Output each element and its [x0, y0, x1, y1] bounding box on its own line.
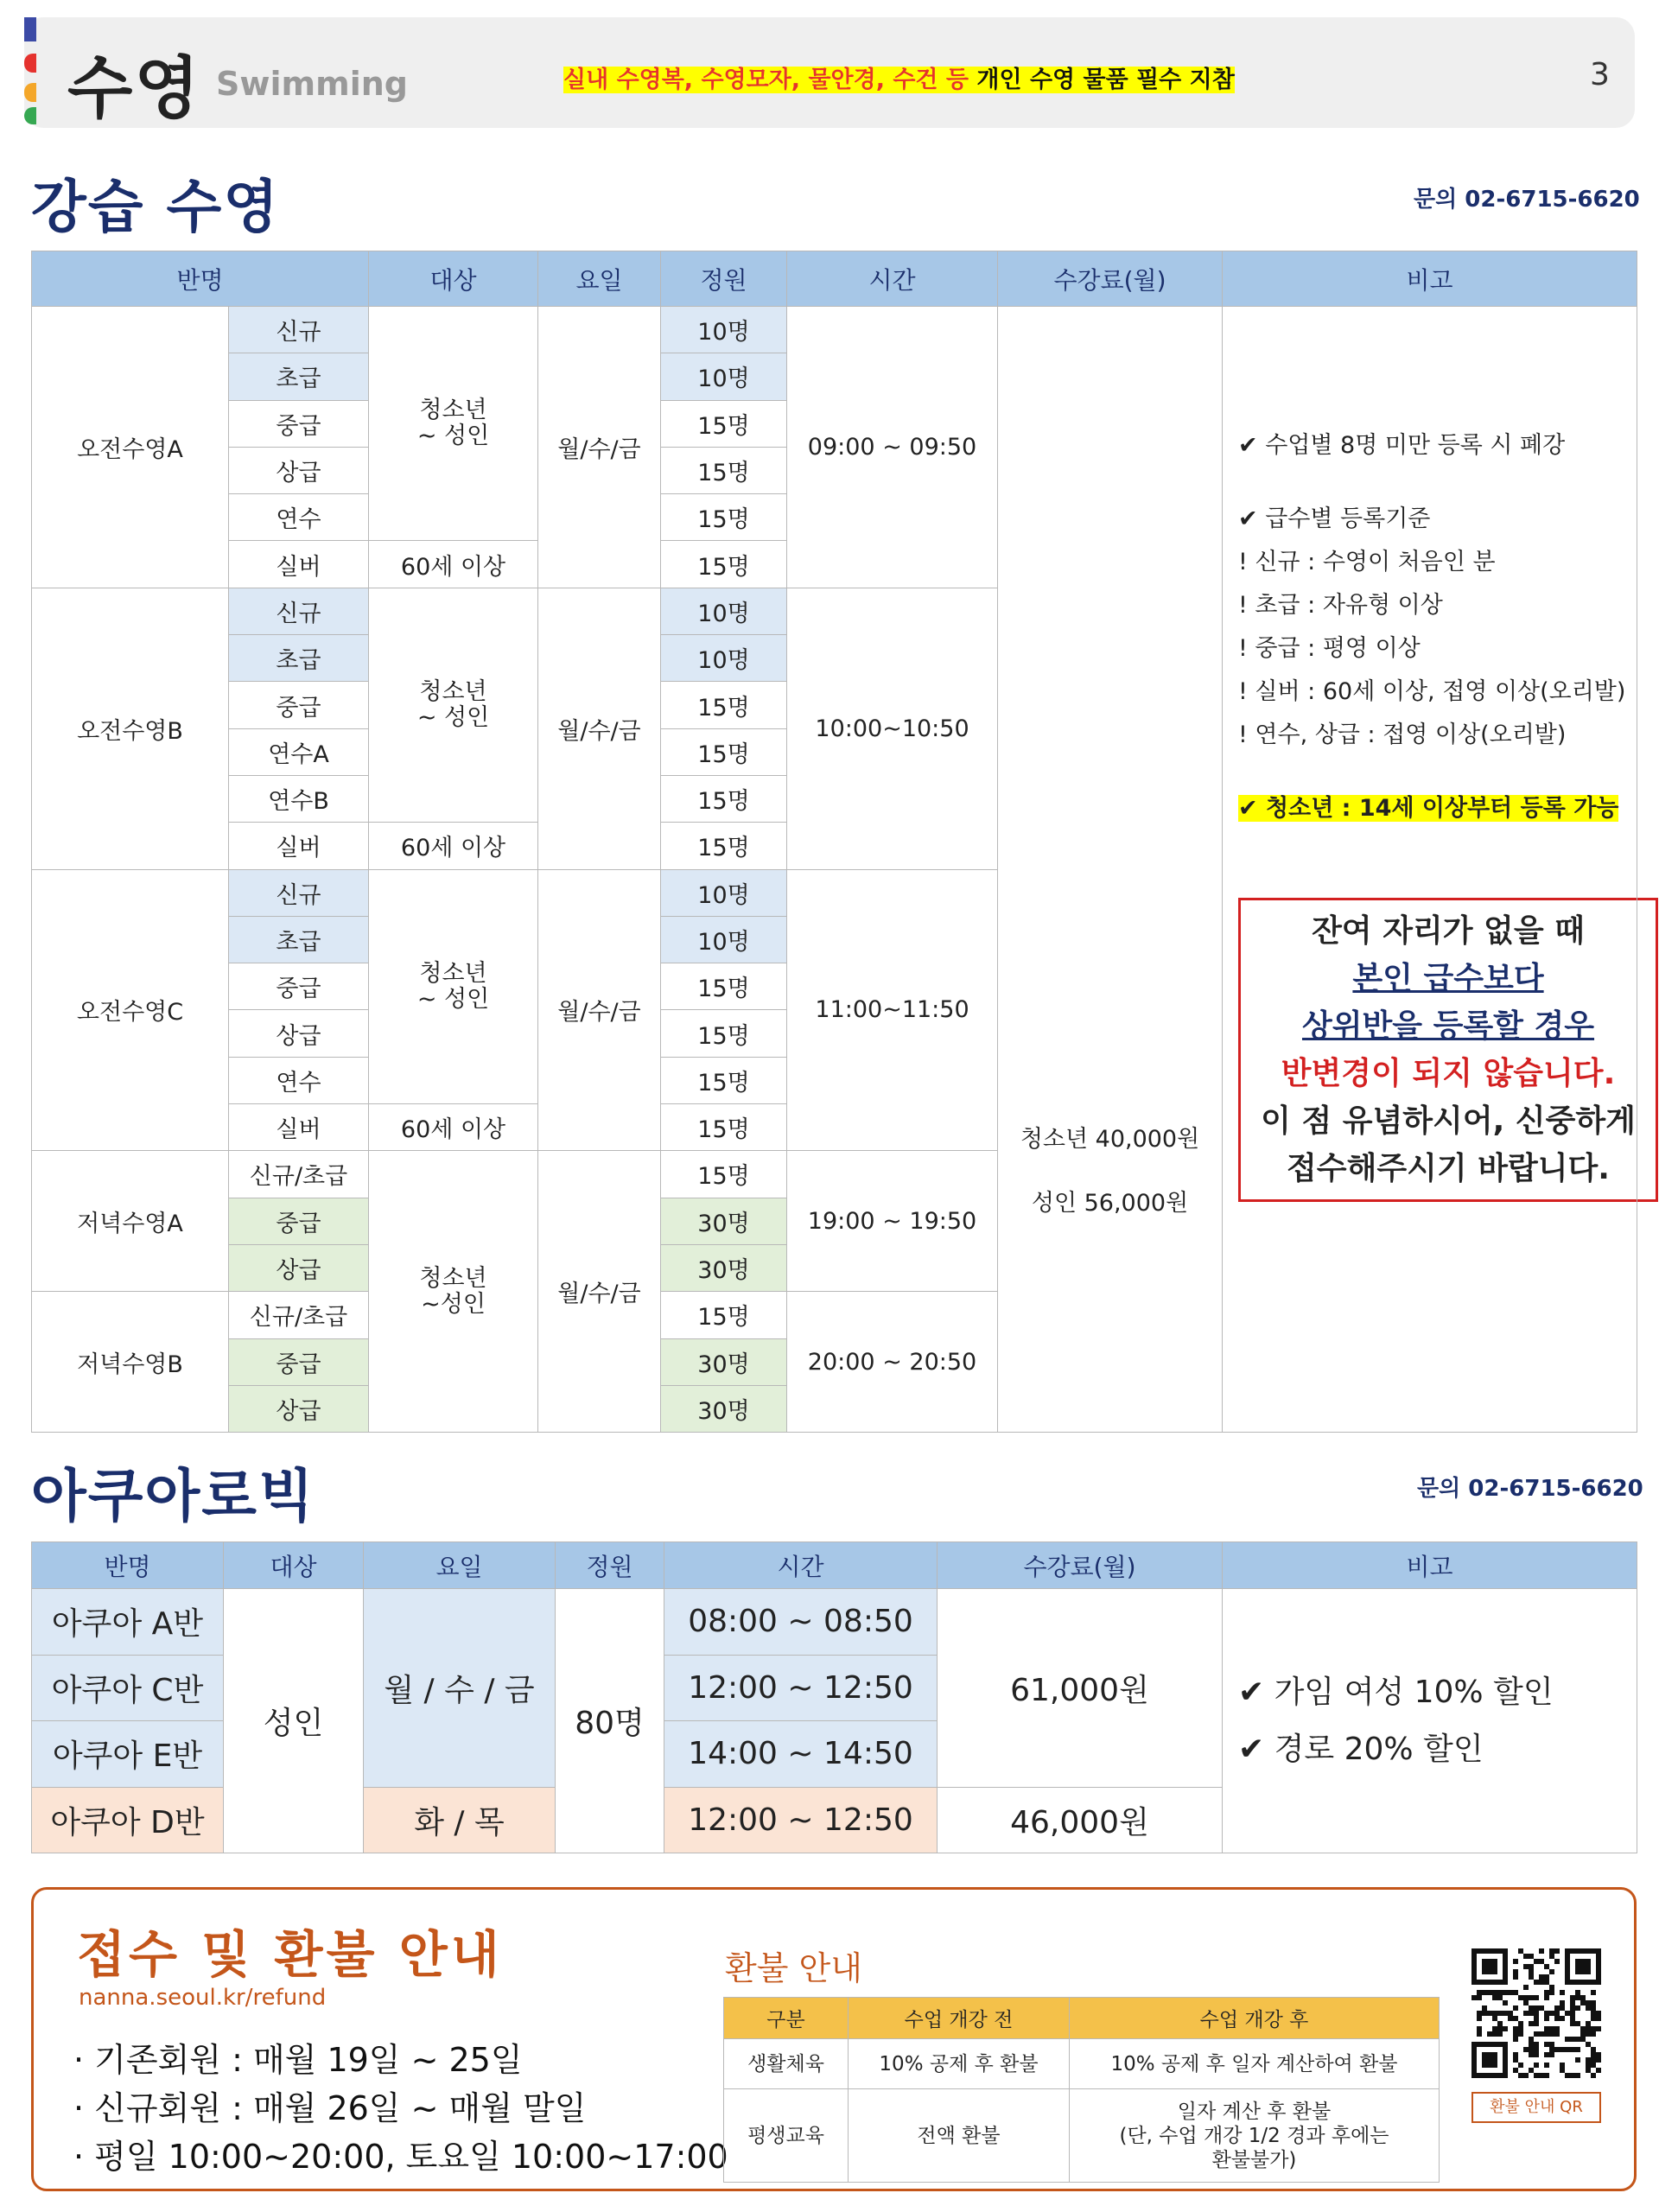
time-cell: 10:00~10:50 — [787, 588, 998, 869]
registration-line-existing: · 기존회원 : 매월 19일 ~ 25일 — [73, 2041, 523, 2079]
col-header: 구분 — [724, 1998, 849, 2039]
level-cell: 초급 — [229, 635, 369, 682]
col-header: 비고 — [1223, 251, 1637, 307]
col-header: 대상 — [224, 1542, 364, 1589]
table-row — [32, 307, 1637, 353]
col-header: 수업 개강 전 — [849, 1998, 1070, 2039]
page-title: 수영 — [67, 50, 201, 128]
brand-stripe-orange — [24, 83, 36, 102]
note-line: ! 신규 : 수영이 처음인 분 — [1238, 549, 1496, 576]
level-cell: 초급 — [229, 916, 369, 963]
days-cell: 월/수/금 — [538, 307, 661, 588]
col-header: 반명 — [32, 251, 369, 307]
refund-url[interactable]: nanna.seoul.kr/refund — [79, 1985, 327, 2011]
class-name: 오전수영C — [32, 869, 229, 1151]
days-cell: 월/수/금 — [538, 1151, 661, 1433]
refund-after: 일자 계산 후 환불 (단, 수업 개강 1/2 경과 후에는 환불불가) — [1070, 2089, 1440, 2183]
target-cell: 청소년 ~ 성인 — [369, 588, 538, 822]
capacity-cell: 15명 — [661, 1292, 787, 1338]
level-cell: 실버 — [229, 1104, 369, 1151]
lesson-table — [31, 251, 1637, 1433]
capacity-cell: 15명 — [661, 963, 787, 1010]
refund-type: 평생교육 — [724, 2089, 849, 2183]
level-cell: 연수A — [229, 728, 369, 775]
note-line: ✔ 급수별 등록기준 — [1238, 505, 1431, 533]
target-cell: 성인 — [224, 1589, 364, 1853]
level-cell: 신규 — [229, 869, 369, 916]
time-cell: 12:00 ~ 12:50 — [664, 1787, 938, 1853]
brand-stripe-blue — [24, 17, 36, 41]
capacity-cell: 30명 — [661, 1338, 787, 1385]
days-cell: 월/수/금 — [538, 869, 661, 1151]
capacity-cell: 80명 — [556, 1589, 664, 1853]
class-name: 아쿠아 E반 — [32, 1721, 224, 1788]
warning-line: 본인 급수보다 — [1352, 961, 1544, 997]
refund-type: 생활체육 — [724, 2039, 849, 2089]
refund-before: 10% 공제 후 환불 — [849, 2039, 1070, 2089]
col-header: 수강료(월) — [998, 251, 1223, 307]
capacity-cell: 30명 — [661, 1385, 787, 1432]
capacity-cell: 10명 — [661, 588, 787, 634]
warning-box — [1238, 898, 1658, 1202]
time-cell: 08:00 ~ 08:50 — [664, 1589, 938, 1656]
class-name: 아쿠아 A반 — [32, 1589, 224, 1656]
refund-after: 10% 공제 후 일자 계산하여 환불 — [1070, 2039, 1440, 2089]
aqua-section-title: 아쿠아로빅 — [31, 1463, 315, 1529]
capacity-cell: 15명 — [661, 1010, 787, 1057]
note-highlight: ✔ 청소년 : 14세 이상부터 등록 가능 — [1238, 795, 1619, 823]
qr-label: 환불 안내 QR — [1471, 2092, 1601, 2123]
time-cell: 09:00 ~ 09:50 — [787, 307, 998, 588]
fee-cell: 46,000원 — [938, 1787, 1223, 1853]
class-name: 아쿠아 C반 — [32, 1655, 224, 1721]
time-cell: 20:00 ~ 20:50 — [787, 1292, 998, 1433]
supplies-notice — [563, 60, 1235, 94]
refund-table-header — [724, 1998, 1440, 2039]
table-row — [724, 2039, 1440, 2089]
level-cell: 신규/초급 — [229, 1151, 369, 1198]
warning-line: 접수해주시기 바랍니다. — [1287, 1151, 1610, 1187]
class-name: 저녁수영B — [32, 1292, 229, 1433]
note-cell — [1223, 307, 1637, 1433]
capacity-cell: 15명 — [661, 400, 787, 447]
days-cell: 화 / 목 — [364, 1787, 556, 1853]
target-cell: 청소년 ~ 성인 — [369, 307, 538, 541]
capacity-cell: 15명 — [661, 823, 787, 869]
registration-line-new: · 신규회원 : 매월 26일 ~ 매월 말일 — [73, 2089, 587, 2127]
class-name: 저녁수영A — [32, 1151, 229, 1292]
target-cell: 청소년 ~ 성인 — [369, 869, 538, 1103]
brand-stripe-red — [24, 54, 36, 73]
level-cell: 중급 — [229, 682, 369, 728]
table-row — [32, 1589, 1637, 1656]
level-cell: 초급 — [229, 353, 369, 400]
note-cell — [1223, 1589, 1637, 1853]
capacity-cell: 10명 — [661, 916, 787, 963]
level-cell: 신규 — [229, 307, 369, 353]
note-line: ✔ 경로 20% 할인 — [1238, 1731, 1484, 1767]
note-line: ✔ 가임 여성 10% 할인 — [1238, 1674, 1554, 1710]
col-header: 시간 — [664, 1542, 938, 1589]
time-cell: 19:00 ~ 19:50 — [787, 1151, 998, 1292]
class-name: 아쿠아 D반 — [32, 1787, 224, 1853]
class-name: 오전수영B — [32, 588, 229, 869]
capacity-cell: 15명 — [661, 682, 787, 728]
warning-line: 잔여 자리가 없을 때 — [1312, 913, 1585, 950]
level-cell: 신규 — [229, 588, 369, 634]
level-cell: 중급 — [229, 963, 369, 1010]
level-cell: 중급 — [229, 1198, 369, 1244]
col-header: 수강료(월) — [938, 1542, 1223, 1589]
capacity-cell: 10명 — [661, 869, 787, 916]
level-cell: 상급 — [229, 447, 369, 493]
level-cell: 연수 — [229, 1057, 369, 1103]
col-header: 시간 — [787, 251, 998, 307]
level-cell: 연수 — [229, 494, 369, 541]
col-header: 대상 — [369, 251, 538, 307]
note-line: ! 실버 : 60세 이상, 접영 이상(오리발) — [1238, 678, 1626, 706]
level-cell: 실버 — [229, 541, 369, 588]
days-cell: 월/수/금 — [538, 588, 661, 869]
fee-youth: 청소년 40,000원 — [1020, 1126, 1200, 1154]
capacity-cell: 10명 — [661, 635, 787, 682]
level-cell: 연수B — [229, 775, 369, 822]
note-line: ! 중급 : 평영 이상 — [1238, 635, 1421, 663]
fee-adult: 성인 56,000원 — [1031, 1190, 1189, 1217]
col-header: 비고 — [1223, 1542, 1637, 1589]
capacity-cell: 15명 — [661, 447, 787, 493]
days-cell: 월 / 수 / 금 — [364, 1589, 556, 1788]
warning-line: 상위반을 등록할 경우 — [1301, 1008, 1595, 1045]
level-cell: 상급 — [229, 1010, 369, 1057]
capacity-cell: 30명 — [661, 1244, 787, 1291]
note-line: ! 연수, 상급 : 접영 이상(오리발) — [1238, 721, 1567, 749]
class-name: 오전수영A — [32, 307, 229, 588]
supplies-notice-items: 실내 수영복, 수영모자, 물안경, 수건 등 — [563, 67, 969, 93]
target-cell: 60세 이상 — [369, 541, 538, 588]
col-header: 요일 — [538, 251, 661, 307]
refund-before: 전액 환불 — [849, 2089, 1070, 2183]
lesson-table-header — [32, 251, 1637, 307]
capacity-cell: 10명 — [661, 307, 787, 353]
capacity-cell: 15명 — [661, 775, 787, 822]
level-cell: 실버 — [229, 823, 369, 869]
level-cell: 상급 — [229, 1244, 369, 1291]
level-cell: 중급 — [229, 1338, 369, 1385]
refund-table — [723, 1997, 1440, 2183]
fee-cell: 61,000원 — [938, 1589, 1223, 1788]
aqua-table — [31, 1541, 1637, 1853]
time-cell: 12:00 ~ 12:50 — [664, 1655, 938, 1721]
lesson-contact: 문의 02-6715-6620 — [1414, 187, 1640, 213]
target-cell: 60세 이상 — [369, 1104, 538, 1151]
level-cell: 중급 — [229, 400, 369, 447]
col-header: 정원 — [661, 251, 787, 307]
level-cell: 신규/초급 — [229, 1292, 369, 1338]
capacity-cell: 15명 — [661, 541, 787, 588]
brand-stripe-green — [24, 107, 36, 124]
col-header: 정원 — [556, 1542, 664, 1589]
capacity-cell: 15명 — [661, 1104, 787, 1151]
aqua-table-header — [32, 1542, 1637, 1589]
qr-code-icon[interactable] — [1471, 1948, 1601, 2078]
capacity-cell: 15명 — [661, 1151, 787, 1198]
refund-subtitle: 환불 안내 — [725, 1949, 862, 1987]
capacity-cell: 15명 — [661, 494, 787, 541]
col-header: 수업 개강 후 — [1070, 1998, 1440, 2039]
page-number: 3 — [1590, 57, 1610, 92]
refund-info-box — [31, 1887, 1637, 2191]
table-row — [724, 2089, 1440, 2183]
note-line: ! 초급 : 자유형 이상 — [1238, 592, 1443, 620]
aqua-contact: 문의 02-6715-6620 — [1417, 1476, 1643, 1502]
registration-hours: · 평일 10:00~20:00, 토요일 10:00~17:00 — [73, 2138, 728, 2176]
lesson-section-title: 강습 수영 — [31, 174, 281, 240]
col-header: 반명 — [32, 1542, 224, 1589]
note-line: ✔ 수업별 8명 미만 등록 시 폐강 — [1238, 432, 1566, 460]
supplies-notice-required: 개인 수영 물품 필수 지참 — [969, 67, 1235, 93]
col-header: 요일 — [364, 1542, 556, 1589]
target-cell: 60세 이상 — [369, 823, 538, 869]
page-subtitle: Swimming — [216, 65, 408, 103]
level-cell: 상급 — [229, 1385, 369, 1432]
capacity-cell: 15명 — [661, 728, 787, 775]
time-cell: 11:00~11:50 — [787, 869, 998, 1151]
time-cell: 14:00 ~ 14:50 — [664, 1721, 938, 1788]
capacity-cell: 15명 — [661, 1057, 787, 1103]
fee-cell — [998, 307, 1223, 1433]
capacity-cell: 10명 — [661, 353, 787, 400]
warning-line: 반변경이 되지 않습니다. — [1281, 1056, 1616, 1092]
target-cell: 청소년 ~성인 — [369, 1151, 538, 1433]
warning-line: 이 점 유념하시어, 신중하게 — [1261, 1103, 1636, 1140]
refund-title: 접수 및 환불 안내 — [77, 1925, 503, 1984]
capacity-cell: 30명 — [661, 1198, 787, 1244]
